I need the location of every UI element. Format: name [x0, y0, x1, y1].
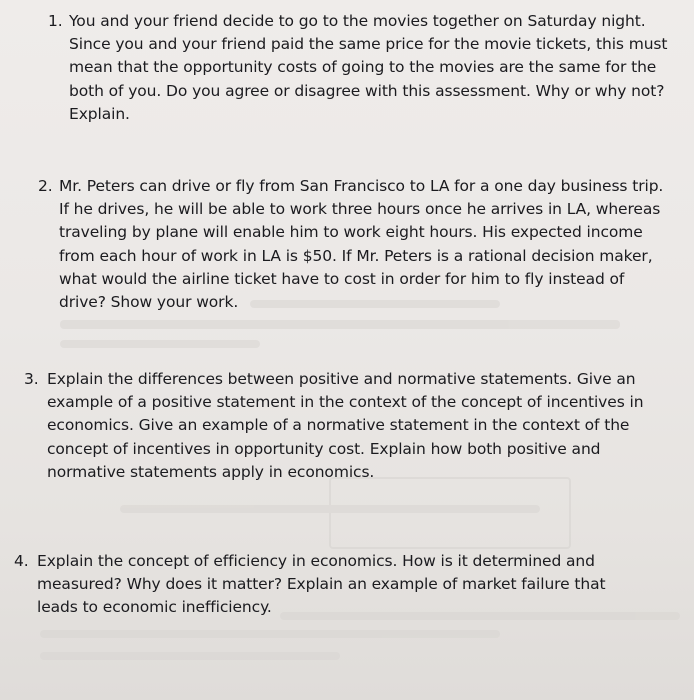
question-text	[47, 368, 643, 484]
question-3	[24, 368, 643, 484]
question-text	[59, 175, 663, 314]
text-line: Explain the differences between positive and normative statements. Give an	[47, 370, 636, 388]
text-line: Explain.	[69, 104, 130, 123]
text-line: Explain the concept of efficiency in economics. How is it determined and	[37, 552, 595, 570]
text-line: If he drives, he will be able to work three hours once he arrives in LA, whereas	[59, 200, 661, 219]
question-text	[37, 550, 605, 620]
text-line: Mr. Peters can drive or fly from San Francisco to LA for a one day business trip.	[59, 177, 664, 195]
question-number: 2.	[38, 177, 53, 195]
text-line: example of a positive statement in the context of the concept of incentives in	[47, 393, 644, 412]
text-line: traveling by plane will enable him to work eight hours. His expected income	[59, 223, 643, 242]
text-line: Since you and your friend paid the same price for the movie tickets, this must	[69, 35, 668, 54]
text-line: leads to economic inefficiency.	[37, 598, 272, 617]
text-line: You and your friend decide to go to the movies together on Saturday night.	[69, 12, 646, 30]
question-text	[69, 10, 667, 126]
question-4	[14, 550, 605, 620]
text-line: drive? Show your work.	[59, 293, 239, 312]
text-line: both of you. Do you agree or disagree with this assessment. Why or why not?	[69, 81, 665, 100]
question-number: 1.	[48, 12, 63, 30]
text-line: concept of incentives in opportunity cost. Explain how both positive and	[47, 439, 601, 458]
text-line: from each hour of work in LA is $50. If Mr. Peters is a rational decision maker,	[59, 246, 653, 265]
text-line: what would the airline ticket have to cost in order for him to fly instead of	[59, 269, 625, 288]
text-line: normative statements apply in economics.	[47, 462, 375, 481]
question-2	[38, 175, 663, 314]
text-line: mean that the opportunity costs of going to the movies are the same for the	[69, 58, 657, 77]
question-number: 4.	[14, 552, 29, 570]
text-line: economics. Give an example of a normative statement in the context of the	[47, 416, 630, 435]
question-number: 3.	[24, 370, 39, 388]
text-line: measured? Why does it matter? Explain an example of market failure that	[37, 575, 606, 594]
question-1	[48, 10, 667, 126]
